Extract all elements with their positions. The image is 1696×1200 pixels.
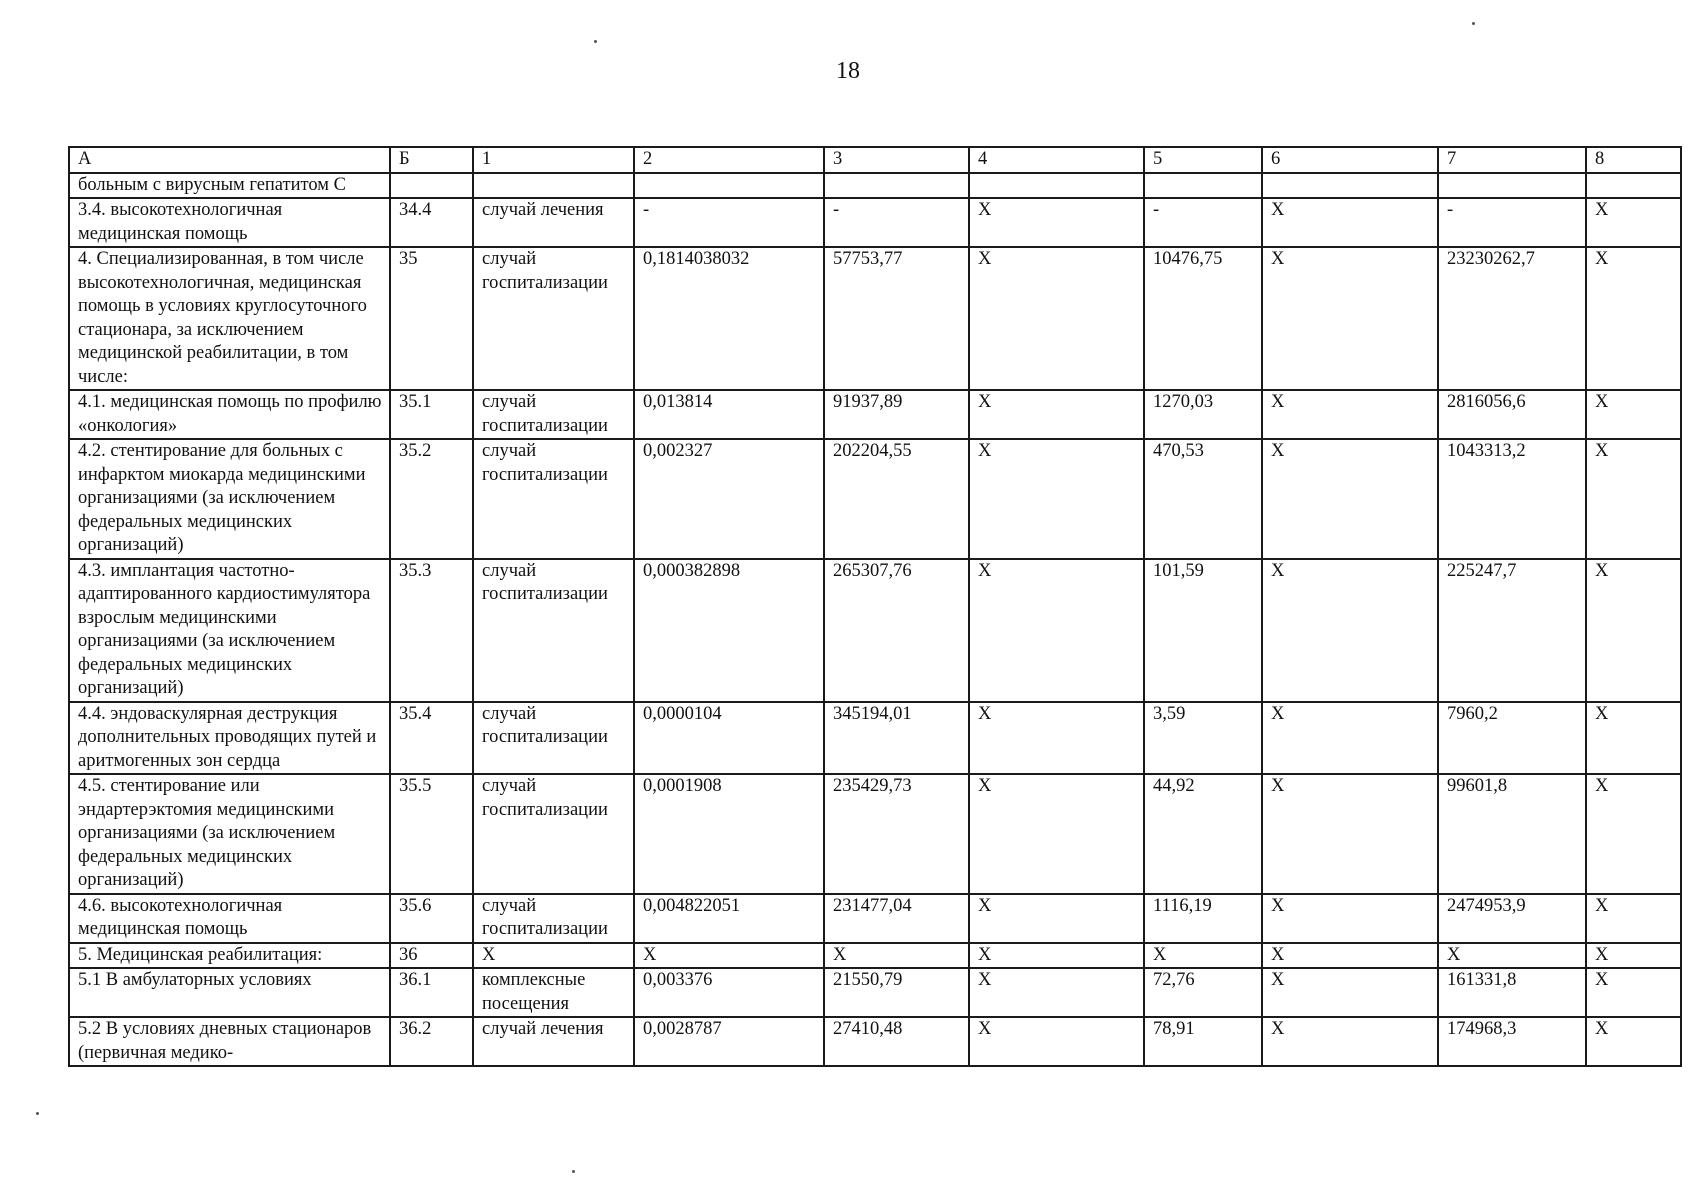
scan-speck <box>36 1112 39 1115</box>
table-cell: Х <box>1586 439 1681 559</box>
table-cell: 35.1 <box>390 390 473 439</box>
table-row <box>69 247 1681 390</box>
table-cell: 0,000382898 <box>634 559 824 702</box>
table-cell: 35.6 <box>390 894 473 943</box>
table-cell: 7960,2 <box>1438 702 1586 775</box>
table-cell: 10476,75 <box>1144 247 1262 390</box>
table-row <box>69 173 1681 199</box>
table-cell: 35.2 <box>390 439 473 559</box>
table-cell: Х <box>634 943 824 969</box>
table-cell: 36.2 <box>390 1017 473 1066</box>
table-row <box>69 943 1681 969</box>
table-cell: Х <box>1262 198 1438 247</box>
table-cell: Х <box>1438 943 1586 969</box>
table-cell: Х <box>1262 702 1438 775</box>
table-cell: Х <box>1262 1017 1438 1066</box>
table-cell: 1270,03 <box>1144 390 1262 439</box>
table-cell: 57753,77 <box>824 247 969 390</box>
table-cell: случай госпитализации <box>473 439 634 559</box>
table-cell: 4.2. стентирование для больных с инфарктом миокарда медицинскими организациями (за исключением федеральных медицинских организаций) <box>69 439 390 559</box>
table-cell: комплексные посещения <box>473 968 634 1017</box>
column-header: 2 <box>634 147 824 173</box>
table-cell: 4.4. эндоваскулярная деструкция дополнительных проводящих путей и аритмогенных зон сердца <box>69 702 390 775</box>
table-cell: Х <box>969 774 1144 894</box>
table-cell: 0,0001908 <box>634 774 824 894</box>
table-cell: 5.1 В амбулаторных условиях <box>69 968 390 1017</box>
table-cell: Х <box>1262 774 1438 894</box>
table-cell: Х <box>1586 390 1681 439</box>
table-cell: - <box>1144 198 1262 247</box>
table-cell: Х <box>969 439 1144 559</box>
table-cell: 174968,3 <box>1438 1017 1586 1066</box>
table-cell <box>390 173 473 199</box>
table-cell: Х <box>969 1017 1144 1066</box>
table-cell: Х <box>1144 943 1262 969</box>
table-cell: - <box>824 198 969 247</box>
table-cell: Х <box>969 943 1144 969</box>
table-cell: случай госпитализации <box>473 247 634 390</box>
page-number: 18 <box>836 58 860 84</box>
table-cell: Х <box>969 198 1144 247</box>
table-cell: Х <box>969 247 1144 390</box>
table-cell: случай госпитализации <box>473 390 634 439</box>
table-cell: 0,013814 <box>634 390 824 439</box>
table-cell <box>969 173 1144 199</box>
table-cell <box>634 173 824 199</box>
column-header: 7 <box>1438 147 1586 173</box>
table-cell <box>1586 173 1681 199</box>
table-cell: 4.1. медицинская помощь по профилю «онкология» <box>69 390 390 439</box>
table-cell: 4. Специализированная, в том числе высокотехнологичная, медицинская помощь в условиях круглосуточного стационара, за исключением медицинской реабилитации, в том числе: <box>69 247 390 390</box>
table-cell: больным с вирусным гепатитом С <box>69 173 390 199</box>
table-cell: Х <box>1262 943 1438 969</box>
table-cell: случай госпитализации <box>473 894 634 943</box>
table-cell: Х <box>969 559 1144 702</box>
table-cell: Х <box>473 943 634 969</box>
table-cell: Х <box>1586 943 1681 969</box>
table-cell: Х <box>1262 247 1438 390</box>
table-cell: 1116,19 <box>1144 894 1262 943</box>
scan-speck <box>594 40 597 43</box>
table-cell: 265307,76 <box>824 559 969 702</box>
table-row <box>69 774 1681 894</box>
table-cell: 235429,73 <box>824 774 969 894</box>
table-row <box>69 1017 1681 1066</box>
table-row <box>69 894 1681 943</box>
table-cell: Х <box>1586 774 1681 894</box>
table-cell: 3,59 <box>1144 702 1262 775</box>
table-cell: 161331,8 <box>1438 968 1586 1017</box>
table-cell <box>1144 173 1262 199</box>
table-cell: - <box>1438 198 1586 247</box>
table-cell: 91937,89 <box>824 390 969 439</box>
table-cell: 4.3. имплантация частотно-адаптированного кардиостимулятора взрослым медицинскими организациями (за исключением федеральных медицинских организаций) <box>69 559 390 702</box>
table-cell: 78,91 <box>1144 1017 1262 1066</box>
table-cell: 4.6. высокотехнологичная медицинская помощь <box>69 894 390 943</box>
table-row <box>69 198 1681 247</box>
table-cell: случай лечения <box>473 198 634 247</box>
table-cell: Х <box>1586 1017 1681 1066</box>
table-cell: Х <box>1262 894 1438 943</box>
table-cell: 1043313,2 <box>1438 439 1586 559</box>
table-cell: Х <box>1586 702 1681 775</box>
table-cell: Х <box>969 894 1144 943</box>
table-cell: 0,1814038032 <box>634 247 824 390</box>
table-cell: 34.4 <box>390 198 473 247</box>
table-row <box>69 702 1681 775</box>
table-cell: - <box>634 198 824 247</box>
table-cell <box>1262 173 1438 199</box>
table-cell: 36 <box>390 943 473 969</box>
table-cell: 5.2 В условиях дневных стационаров (первичная медико- <box>69 1017 390 1066</box>
table-cell: 231477,04 <box>824 894 969 943</box>
table-cell: 225247,7 <box>1438 559 1586 702</box>
table-cell: случай госпитализации <box>473 559 634 702</box>
table-cell: 72,76 <box>1144 968 1262 1017</box>
table-row <box>69 968 1681 1017</box>
table-cell: Х <box>1262 439 1438 559</box>
table-cell: Х <box>824 943 969 969</box>
table-cell: 44,92 <box>1144 774 1262 894</box>
table-cell: Х <box>1262 559 1438 702</box>
table-cell: 0,0028787 <box>634 1017 824 1066</box>
table-cell: 4.5. стентирование или эндартерэктомия медицинскими организациями (за исключением федеральных медицинских организаций) <box>69 774 390 894</box>
table-cell: 35 <box>390 247 473 390</box>
scan-speck <box>1472 22 1475 25</box>
column-header: 4 <box>969 147 1144 173</box>
table-cell: 470,53 <box>1144 439 1262 559</box>
table-cell: 21550,79 <box>824 968 969 1017</box>
table-cell: 5. Медицинская реабилитация: <box>69 943 390 969</box>
column-header: Б <box>390 147 473 173</box>
scan-speck <box>572 1170 575 1173</box>
table-cell <box>473 173 634 199</box>
column-header: 1 <box>473 147 634 173</box>
table-cell: 0,003376 <box>634 968 824 1017</box>
table-cell: 23230262,7 <box>1438 247 1586 390</box>
column-header: А <box>69 147 390 173</box>
table-cell: Х <box>969 390 1144 439</box>
table-cell: 2816056,6 <box>1438 390 1586 439</box>
table-cell: 0,004822051 <box>634 894 824 943</box>
table-row <box>69 559 1681 702</box>
table-cell: Х <box>1586 968 1681 1017</box>
column-header: 3 <box>824 147 969 173</box>
table-header-row <box>69 147 1681 173</box>
table-cell: Х <box>1262 390 1438 439</box>
table-cell: 35.4 <box>390 702 473 775</box>
table-cell <box>1438 173 1586 199</box>
column-header: 6 <box>1262 147 1438 173</box>
table-cell: 35.5 <box>390 774 473 894</box>
table-cell: 202204,55 <box>824 439 969 559</box>
table-cell: 0,0000104 <box>634 702 824 775</box>
table-row <box>69 390 1681 439</box>
table-cell: Х <box>1262 968 1438 1017</box>
table-cell: случай госпитализации <box>473 774 634 894</box>
table-cell: Х <box>1586 198 1681 247</box>
column-header: 8 <box>1586 147 1681 173</box>
table-row <box>69 439 1681 559</box>
table-cell: 101,59 <box>1144 559 1262 702</box>
table-cell: 35.3 <box>390 559 473 702</box>
table-cell: Х <box>969 968 1144 1017</box>
table-cell: Х <box>1586 894 1681 943</box>
data-table <box>68 146 1682 1067</box>
table-cell: случай госпитализации <box>473 702 634 775</box>
table-cell: 2474953,9 <box>1438 894 1586 943</box>
table-cell: Х <box>1586 247 1681 390</box>
table-cell: Х <box>969 702 1144 775</box>
table-cell: случай лечения <box>473 1017 634 1066</box>
table-cell: 36.1 <box>390 968 473 1017</box>
table-cell <box>824 173 969 199</box>
table-cell: 345194,01 <box>824 702 969 775</box>
table-cell: 99601,8 <box>1438 774 1586 894</box>
table-body <box>69 147 1681 1066</box>
table-cell: 3.4. высокотехнологичная медицинская помощь <box>69 198 390 247</box>
column-header: 5 <box>1144 147 1262 173</box>
table-cell: 0,002327 <box>634 439 824 559</box>
table-cell: 27410,48 <box>824 1017 969 1066</box>
table-cell: Х <box>1586 559 1681 702</box>
